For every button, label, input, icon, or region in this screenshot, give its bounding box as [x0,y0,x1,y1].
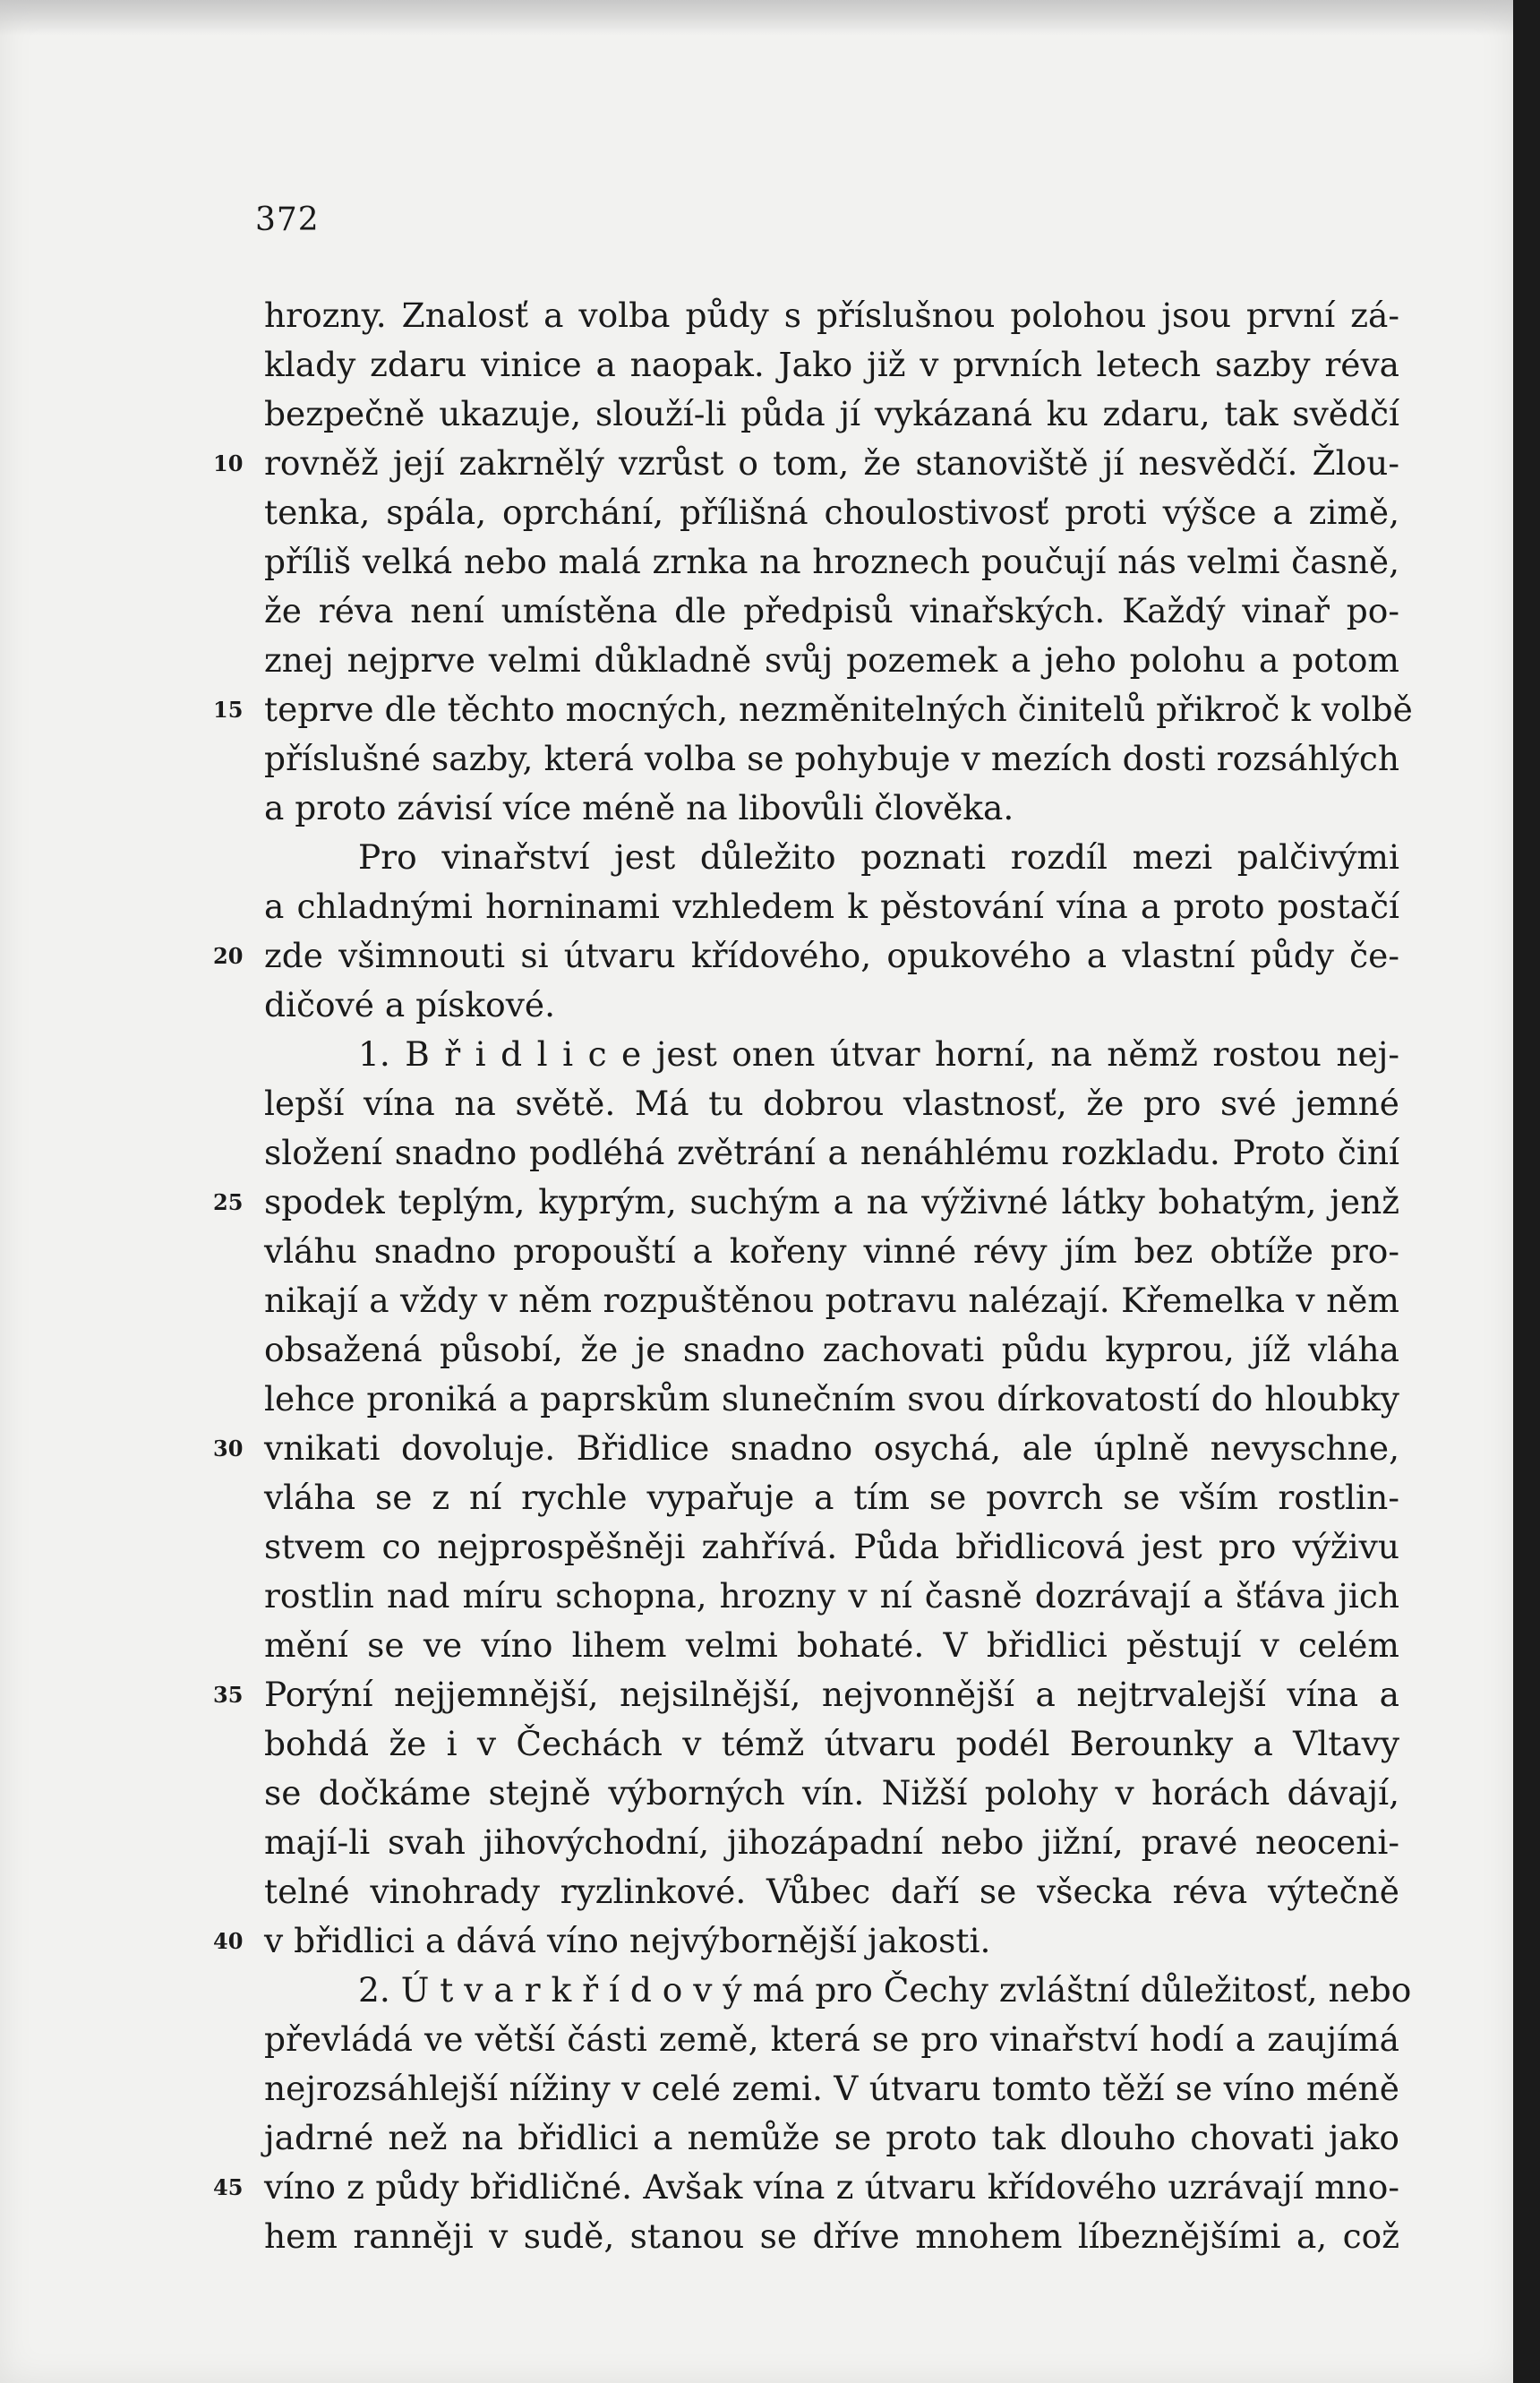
line-number: 30 [213,1436,244,1462]
text-line: obsažená působí, že je snadno zachovati půdu kyprou, jíž vláha [264,1330,1399,1369]
line-number: 25 [213,1189,244,1215]
text-line: příliš velká nebo malá zrnka na hroznech poučují nás velmi časně, [264,542,1399,581]
line-number: 10 [213,450,244,476]
text-line: teprve dle těchto mocných, nezměnitelných činitelů přikroč k volbě [264,690,1413,729]
text-line: bohdá že i v Čechách v témž útvaru podél Berounky a Vltavy [264,1724,1399,1763]
line-number: 35 [213,1682,244,1708]
text-line: 1. B ř i d l i c e jest onen útvar horní, na němž rostou nej- [358,1034,1399,1074]
text-line: převládá ve větší části země, která se pro vinařství hodí a zaujímá [264,2019,1399,2059]
text-line: mají-li svah jihovýchodní, jihozápadní nebo jižní, pravé neoceni- [264,1822,1399,1862]
text-line: hem ranněji v sudě, stanou se dříve mnohem líbeznějšími a, což [264,2216,1399,2256]
text-line: vláhu snadno propouští a kořeny vinné révy jím bez obtíže pro- [264,1231,1399,1271]
scan-edge [1513,0,1540,2383]
text-line: jadrné než na břidlici a nemůže se proto tak dlouho chovati jako [264,2118,1399,2157]
text-line: zde všimnouti si útvaru křídového, opukového a vlastní půdy če- [264,936,1399,975]
page-number: 372 [255,201,320,238]
text-line: rostlin nad míru schopna, hrozny v ní časně dozrávají a šťáva jich [264,1576,1399,1616]
text-line: vláha se z ní rychle vypařuje a tím se povrch se vším rostlin- [264,1478,1399,1517]
text-line: bezpečně ukazuje, slouží-li půda jí vykázaná ku zdaru, tak svědčí [264,394,1399,433]
text-line: tenka, spála, oprchání, přílišná choulostivosť proti výšce a zimě, [264,493,1399,532]
text-line: v břidlici a dává víno nejvýbornější jakosti. [264,1921,991,1960]
scan-shadow [0,0,1513,36]
text-line: hrozny. Znalosť a volba půdy s příslušnou polohou jsou první zá- [264,296,1399,335]
text-line: 2. Ú t v a r k ř í d o v ý má pro Čechy zvláštní důležitosť, nebo [358,1970,1412,2010]
text-line: a proto závisí více méně na libovůli člověka. [264,788,1014,827]
text-line: se dočkáme stejně výborných vín. Nižší polohy v horách dávají, [264,1773,1399,1813]
line-number: 20 [213,943,244,969]
text-line: Pro vinařství jest důležito poznati rozdíl mezi palčivými [358,837,1399,877]
text-line: mění se ve víno lihem velmi bohaté. V břidlici pěstují v celém [264,1625,1399,1665]
text-line: nikají a vždy v něm rozpuštěnou potravu nalézají. Křemelka v něm [264,1281,1399,1320]
line-number: 45 [213,2174,244,2200]
text-line: dičové a pískové. [264,985,555,1024]
text-line: vnikati dovoluje. Břidlice snadno osychá, ale úplně nevyschne, [264,1428,1399,1468]
text-line: složení snadno podléhá zvětrání a nenáhlému rozkladu. Proto činí [264,1133,1399,1172]
text-line: víno z půdy břidličné. Avšak vína z útvaru křídového uzrávají mno- [264,2167,1399,2207]
line-number: 15 [213,697,244,723]
text-line: že réva není umístěna dle předpisů vinařských. Každý vinař po- [264,591,1399,630]
text-line: nejrozsáhlejší nížiny v celé zemi. V útvaru tomto těží se víno méně [264,2069,1399,2108]
text-line: Porýní nejjemnější, nejsilnější, nejvonnější a nejtrvalejší vína a [264,1675,1399,1714]
text-line: rovněž její zakrnělý vzrůst o tom, že stanoviště jí nesvědčí. Žlou- [264,443,1399,483]
text-line: spodek teplým, kyprým, suchým a na výživné látky bohatým, jenž [264,1182,1399,1222]
text-line: příslušné sazby, která volba se pohybuje v mezích dosti rozsáhlých [264,739,1399,778]
text-line: telné vinohrady ryzlinkové. Vůbec daří se všecka réva výtečně [264,1872,1399,1911]
text-line: lepší vína na světě. Má tu dobrou vlastnosť, že pro své jemné [264,1084,1399,1123]
text-line: znej nejprve velmi důkladně svůj pozemek a jeho polohu a potom [264,640,1399,680]
text-line: stvem co nejprospěšněji zahřívá. Půda břidlicová jest pro výživu [264,1527,1399,1566]
line-number: 40 [213,1928,244,1954]
text-line: klady zdaru vinice a naopak. Jako již v prvních letech sazby réva [264,345,1399,384]
text-line: lehce proniká a paprskům slunečním svou dírkovatostí do hloubky [264,1379,1399,1419]
text-line: a chladnými horninami vzhledem k pěstování vína a proto postačí [264,887,1399,926]
